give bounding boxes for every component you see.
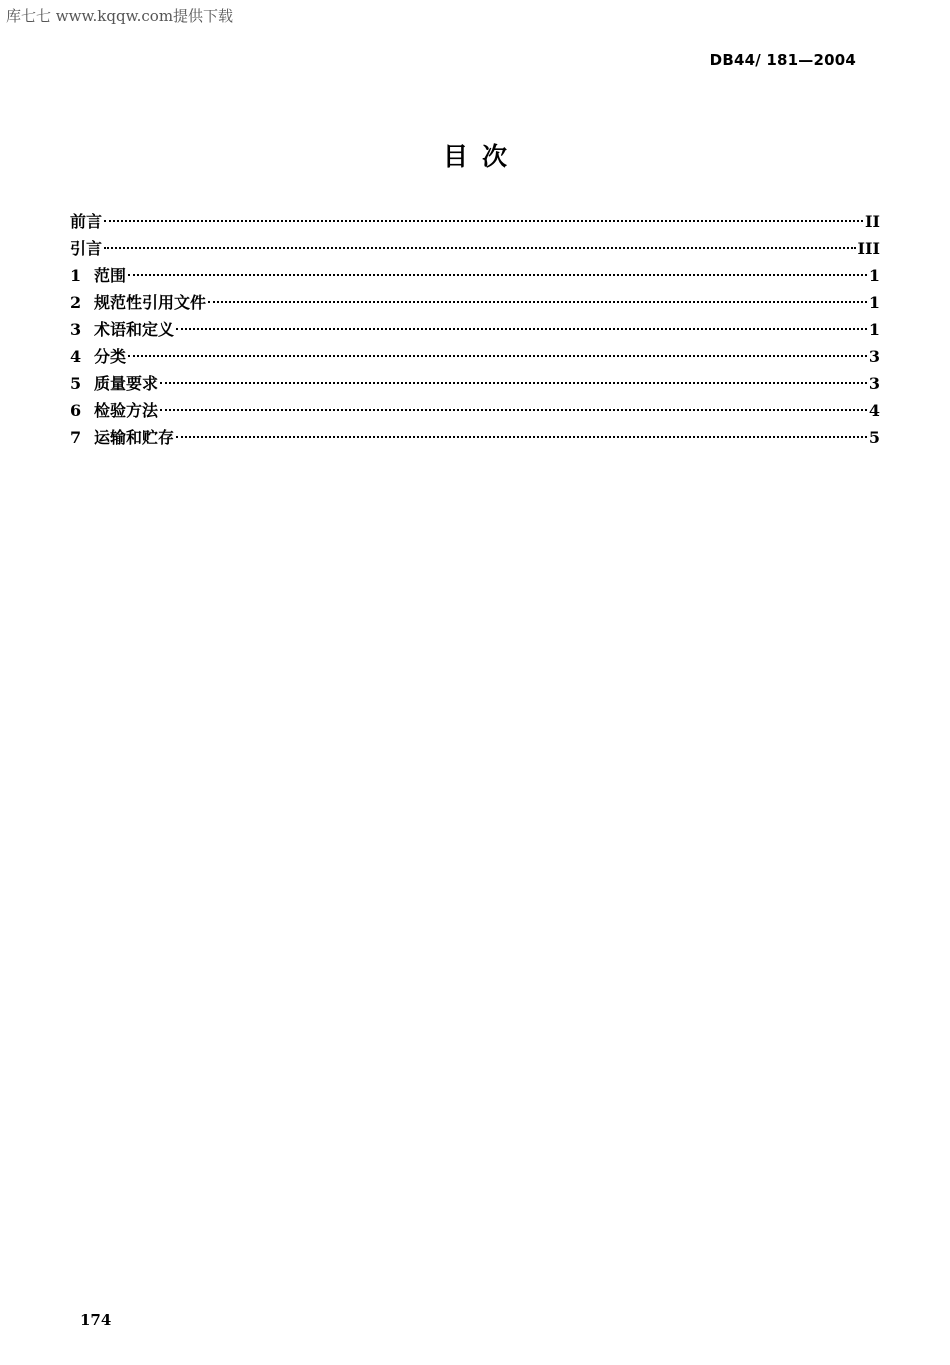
- toc-entry-number: 2: [70, 293, 82, 312]
- toc-entry-page: 4: [868, 401, 880, 420]
- dot-leader: [160, 382, 867, 384]
- toc-entry-page: 1: [868, 293, 880, 312]
- toc-entry-page: II: [865, 212, 880, 231]
- toc-entry-normative-references[interactable]: [70, 289, 880, 316]
- dot-leader: [128, 355, 867, 357]
- toc-entry-preface[interactable]: [70, 208, 880, 235]
- dot-leader: [128, 274, 867, 276]
- toc-entry-label: 检验方法: [94, 401, 159, 420]
- table-of-contents: [70, 208, 880, 451]
- page-number: 174: [80, 1311, 112, 1329]
- toc-entry-classification[interactable]: [70, 343, 880, 370]
- document-code: DB44/ 181—2004: [709, 51, 856, 69]
- dot-leader: [160, 409, 867, 411]
- toc-entry-label: 范围: [94, 266, 127, 285]
- page-title: 目次: [442, 142, 521, 171]
- toc-entry-number: 4: [70, 347, 82, 366]
- toc-entry-label: 引言: [70, 239, 103, 258]
- toc-entry-number: 7: [70, 428, 82, 447]
- watermark-text: 库七七 www.kqqw.com提供下载: [6, 7, 234, 25]
- toc-entry-label: 前言: [70, 212, 103, 231]
- dot-leader: [176, 328, 867, 330]
- dot-leader: [208, 301, 867, 303]
- toc-entry-page: 3: [868, 374, 880, 393]
- toc-entry-scope[interactable]: [70, 262, 880, 289]
- toc-entry-terms-definitions[interactable]: [70, 316, 880, 343]
- toc-entry-page: 3: [868, 347, 880, 366]
- toc-entry-number: 1: [70, 266, 82, 285]
- toc-entry-page: 5: [868, 428, 880, 447]
- dot-leader: [104, 247, 856, 249]
- toc-entry-number: 3: [70, 320, 82, 339]
- toc-entry-label: 运输和贮存: [94, 428, 175, 447]
- toc-entry-label: 分类: [94, 347, 127, 366]
- dot-leader: [176, 436, 867, 438]
- toc-entry-page: 1: [868, 266, 880, 285]
- toc-entry-page: III: [857, 239, 880, 258]
- toc-entry-number: 5: [70, 374, 82, 393]
- toc-entry-transport-storage[interactable]: [70, 424, 880, 451]
- toc-entry-number: 6: [70, 401, 82, 420]
- toc-entry-label: 术语和定义: [94, 320, 175, 339]
- toc-entry-test-methods[interactable]: [70, 397, 880, 424]
- toc-entry-label: 规范性引用文件: [94, 293, 207, 312]
- toc-entry-page: 1: [868, 320, 880, 339]
- toc-entry-label: 质量要求: [94, 374, 159, 393]
- dot-leader: [104, 220, 863, 222]
- toc-entry-quality-requirements[interactable]: [70, 370, 880, 397]
- toc-entry-introduction[interactable]: [70, 235, 880, 262]
